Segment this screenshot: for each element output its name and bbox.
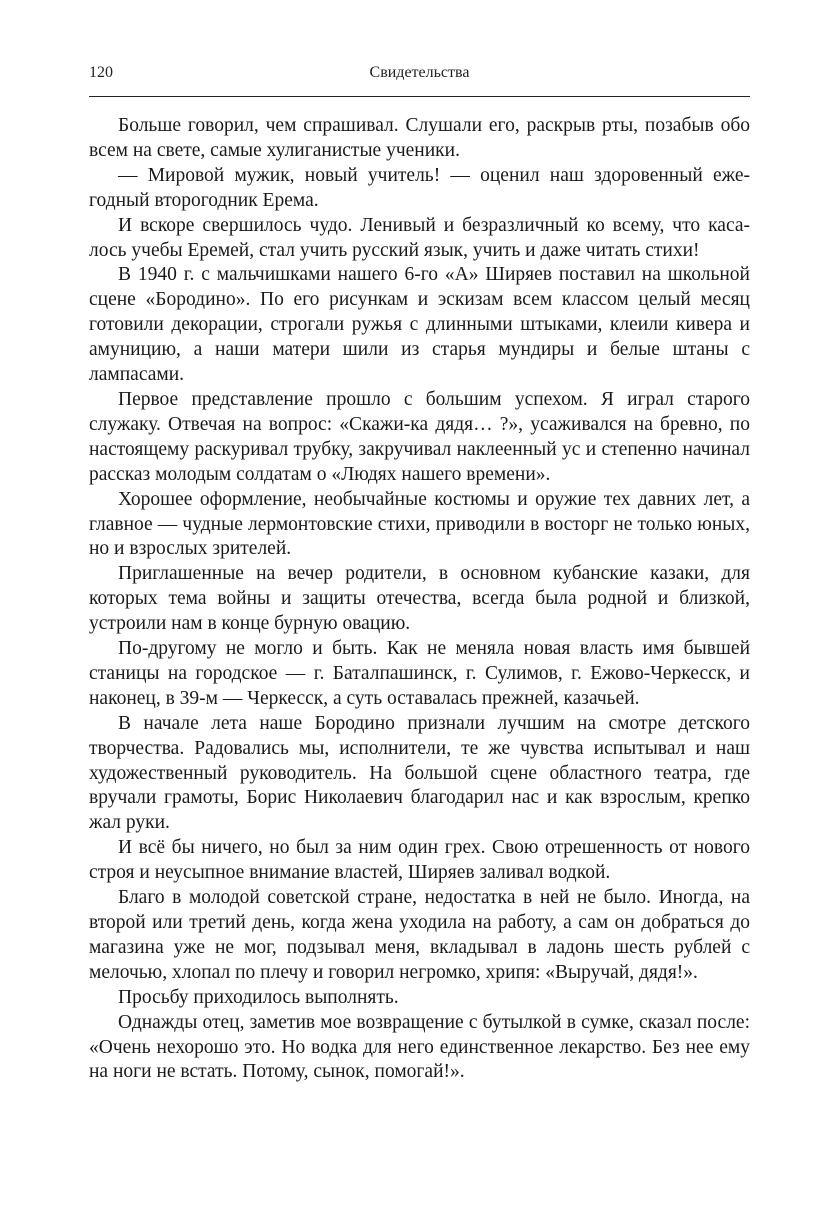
- running-head: Свидетельства: [369, 64, 470, 81]
- paragraph: — Мировой мужик, новый учитель! — оценил наш здоровенный ежегодный второгодник Ерема.: [89, 164, 750, 211]
- paragraph: И вскоре свершилось чудо. Ленивый и безразличный ко всему, что касалось учебы Еремей, стал учить русский язык, учить и даже читать стихи!: [89, 214, 750, 261]
- paragraph: Больше говорил, чем спрашивал. Слушали его, раскрыв рты, позабыв обо всем на свете, самые хулиганистые ученики.: [89, 115, 750, 161]
- paragraph: Благо в молодой советской стране, недостатка в ней не было. Иногда, на второй или третий день, когда жена уходила на работу, а сам он добраться до магазина уже не мог, подзывал меня, вкладывал в ладонь шесть рублей с мелочью, хлопал по плечу и говорил негромко, хрипя: «Выручай, дядя!».: [89, 887, 750, 983]
- paragraph: И всё бы ничего, но был за ним один грех. Свою отрешенность от нового строя и неусыпное внимание властей, Ширяев заливал водкой.: [89, 837, 750, 884]
- page-header: [89, 64, 750, 86]
- paragraph: Однажды отец, заметив мое возвращение с бутылкой в сумке, сказал после: «Очень нехорошо это. Но водка для него единственное лекарство. Без нее ему на ноги не встать. Потому, сынок, помогай!».: [89, 1011, 750, 1083]
- page-number: 120: [89, 64, 113, 81]
- paragraph: В 1940 г. с мальчишками нашего 6-го «А» Ширяев поставил на школьной сцене «Бородино». По его рисункам и эскизам всем классом целый месяц готовили декорации, строгали ружья с длинными штыками, клеили кивера и амуницию, а наши матери шили из старья мундиры и белые штаны с лампасами.: [89, 264, 750, 386]
- header-rule: [89, 96, 750, 97]
- paragraph: Хорошее оформление, необычайные костюмы и оружие тех давних лет, а главное — чудные лермонтовские стихи, приводили в восторг не только юных, но и взрослых зрителей.: [89, 488, 750, 560]
- paragraph: По-другому не могло и быть. Как не меняла новая власть имя бывшей станицы на городское — г. Баталпашинск, г. Сулимов, г. Ежово-Черкесск, и наконец, в 39-м — Черкесск, а суть оставалась прежней, казачьей.: [89, 638, 750, 709]
- paragraph: Просьбу приходилось выполнять.: [118, 986, 399, 1008]
- paragraph: Приглашенные на вечер родители, в основном кубанские казаки, для которых тема войны и защиты отечества, всегда была родной и близкой, устроили нам в конце бурную овацию.: [89, 563, 750, 635]
- paragraph: В начале лета наше Бородино признали лучшим на смотре детского творчества. Радовались мы, исполнители, те же чувства испытывал и наш художественный руководитель. На большой сцене областного театра, где вручали грамоты, Борис Николаевич благодарил нас и как взрослым, крепко жал руки.: [89, 712, 750, 834]
- body-text: [89, 114, 750, 1085]
- paragraph: Первое представление прошло с большим успехом. Я играл старого служаку. Отвечая на вопрос: «Скажи-ка дядя… ?», усаживался на бревно, по настоящему раскуривал трубку, закручивал наклеенный ус и степенно начинал рассказ молодым солдатам о «Людях нашего времени».: [89, 388, 750, 485]
